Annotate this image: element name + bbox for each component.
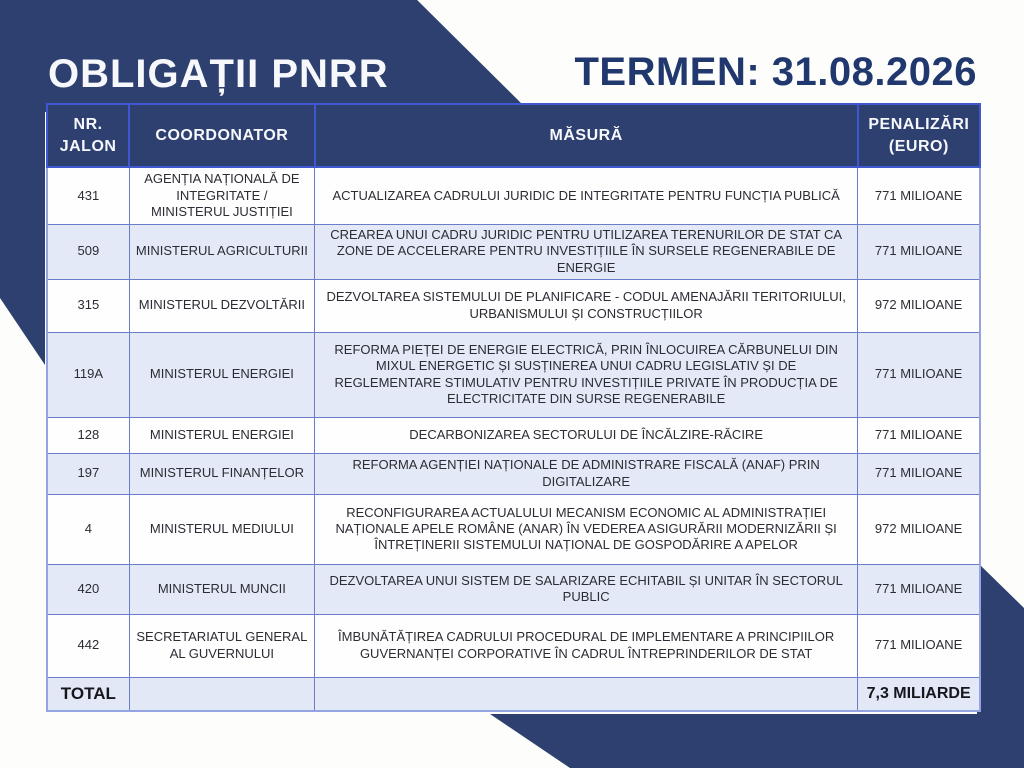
cell-masura: ACTUALIZAREA CADRULUI JURIDIC DE INTEGRITATE PENTRU FUNCȚIA PUBLICĂ [315,167,858,224]
table-total-row [47,677,980,711]
cell-nr: 119A [47,332,129,417]
cell-nr: 4 [47,494,129,564]
cell-coordonator: AGENȚIA NAȚIONALĂ DE INTEGRITATE / MINISTERUL JUSTIȚIEI [129,167,314,224]
cell-coordonator: MINISTERUL DEZVOLTĂRII [129,279,314,332]
cell-nr: 197 [47,453,129,494]
cell-nr: 128 [47,417,129,453]
cell-penalizari: 771 MILIOANE [858,614,980,677]
cell-masura: RECONFIGURAREA ACTUALULUI MECANISM ECONOMIC AL ADMINISTRAȚIEI NAȚIONALE APELE ROMÂNE (ANAR) ÎN VEDEREA ASIGURĂRII MODERNIZĂRII ȘI ÎNTREȚINERII SISTEMULUI NAȚIONAL DE GOSPODĂRIRE A APELOR [315,494,858,564]
cell-penalizari: 972 MILIOANE [858,494,980,564]
table-row [47,167,980,224]
cell-masura: ÎMBUNĂTĂȚIREA CADRULUI PROCEDURAL DE IMPLEMENTARE A PRINCIPIILOR GUVERNANȚEI CORPORATIVE ÎN CADRUL ÎNTREPRINDERILOR DE STAT [315,614,858,677]
cell-coordonator: MINISTERUL MUNCII [129,564,314,614]
cell-penalizari: 771 MILIOANE [858,167,980,224]
table-row [47,279,980,332]
cell-penalizari: 771 MILIOANE [858,564,980,614]
cell-masura: REFORMA PIEȚEI DE ENERGIE ELECTRICĂ, PRIN ÎNLOCUIREA CĂRBUNELUI DIN MIXUL ENERGETIC ȘI SUSȚINEREA UNUI CADRU LEGISLATIV ȘI DE REGLEMENTARE STIMULATIV PENTRU INVESTIȚIILE PRIVATE ÎN PRODUCȚIA DE ELECTRICITATE DIN SURSE REGENERABILE [315,332,858,417]
cell-coordonator: MINISTERUL FINANȚELOR [129,453,314,494]
table-row [47,453,980,494]
cell-coordonator: SECRETARIATUL GENERAL AL GUVERNULUI [129,614,314,677]
left-edge-navy-strip [0,100,45,365]
cell-nr: 442 [47,614,129,677]
obligations-table [46,103,981,712]
header-nr-jalon: NR. JALON [47,104,129,167]
header-coordonator: COORDONATOR [129,104,314,167]
deadline-text: TERMEN: 31.08.2026 [574,50,977,94]
header-penalizari: PENALIZĂRI (EURO) [858,104,980,167]
total-empty-coordonator [129,677,314,711]
cell-penalizari: 771 MILIOANE [858,417,980,453]
cell-penalizari: 771 MILIOANE [858,224,980,279]
total-empty-masura [315,677,858,711]
table-row [47,332,980,417]
cell-nr: 420 [47,564,129,614]
cell-coordonator: MINISTERUL ENERGIEI [129,417,314,453]
cell-nr: 431 [47,167,129,224]
table-row [47,614,980,677]
page-title: OBLIGAȚII PNRR [48,52,389,96]
table-row [47,224,980,279]
cell-masura: DECARBONIZAREA SECTORULUI DE ÎNCĂLZIRE-RĂCIRE [315,417,858,453]
cell-coordonator: MINISTERUL MEDIULUI [129,494,314,564]
table-row [47,494,980,564]
table-header-row [47,104,980,167]
cell-nr: 509 [47,224,129,279]
cell-masura: CREAREA UNUI CADRU JURIDIC PENTRU UTILIZAREA TERENURILOR DE STAT CA ZONE DE ACCELERARE PENTRU INVESTIȚIILE ÎN SURSELE REGENERABILE DE ENERGIE [315,224,858,279]
table-row [47,417,980,453]
total-value: 7,3 MILIARDE [858,677,980,711]
total-label: TOTAL [47,677,129,711]
cell-nr: 315 [47,279,129,332]
cell-penalizari: 771 MILIOANE [858,453,980,494]
cell-masura: DEZVOLTAREA SISTEMULUI DE PLANIFICARE - CODUL AMENAJĂRII TERITORIULUI, URBANISMULUI ȘI CONSTRUCȚIILOR [315,279,858,332]
cell-masura: REFORMA AGENȚIEI NAȚIONALE DE ADMINISTRARE FISCALĂ (ANAF) PRIN DIGITALIZARE [315,453,858,494]
cell-penalizari: 771 MILIOANE [858,332,980,417]
cell-penalizari: 972 MILIOANE [858,279,980,332]
cell-coordonator: MINISTERUL AGRICULTURII [129,224,314,279]
cell-coordonator: MINISTERUL ENERGIEI [129,332,314,417]
cell-masura: DEZVOLTAREA UNUI SISTEM DE SALARIZARE ECHITABIL ȘI UNITAR ÎN SECTORUL PUBLIC [315,564,858,614]
header-masura: MĂSURĂ [315,104,858,167]
table-row [47,564,980,614]
